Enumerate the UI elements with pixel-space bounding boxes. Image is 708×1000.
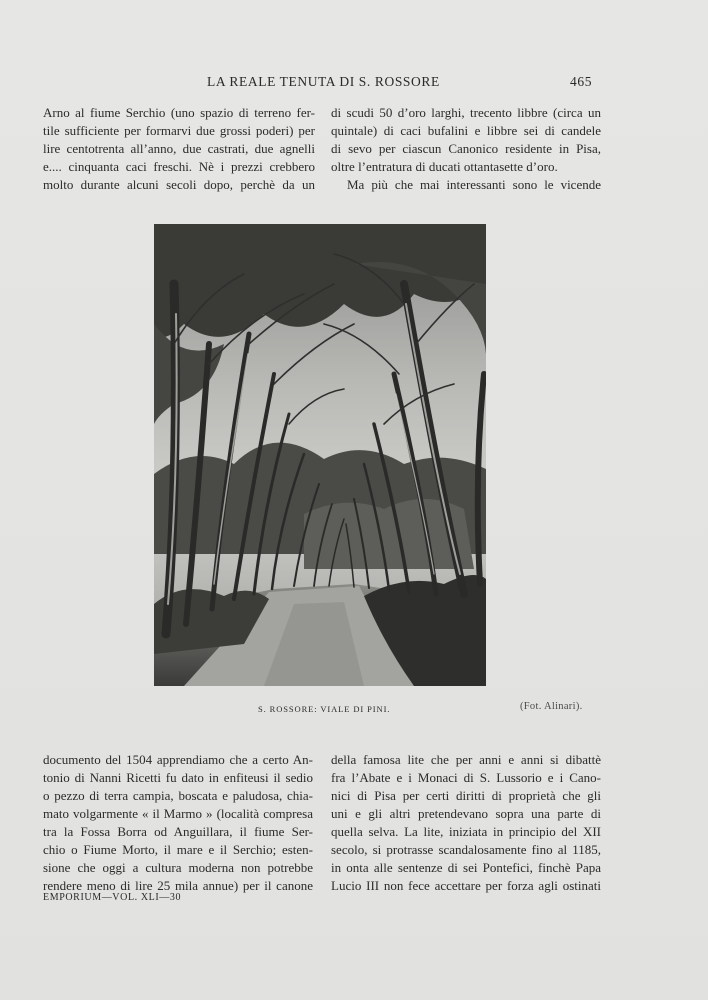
text-line: documento del 1504 apprendiamo che a certo An- (43, 752, 313, 767)
text-line: di scudi 50 d’oro larghi, trecento libbre (circa un (331, 105, 601, 120)
photo-credit: (Fot. Alinari). (520, 701, 583, 712)
text-column-bottom-left (43, 751, 313, 895)
text-line: Arno al fiume Serchio (uno spazio di terreno fer- (43, 105, 315, 120)
text-line: Lucio III non fece accettare per forza agli ostinati (331, 878, 601, 893)
text-line: mato volgarmente « il Marmo » (località compresa (43, 806, 313, 821)
text-line: tra la Fossa Borra od Anguillara, il fiume Ser- (43, 824, 313, 839)
text-line: e.... cinquanta caci freschi. Nè i prezzi crebbero (43, 159, 315, 174)
text-line: tonio di Nanni Ricetti fu dato in enfiteusi il sedio (43, 770, 313, 785)
text-line: quella selva. La lite, iniziata in principio del XII (331, 824, 601, 839)
text-line: nici di Pisa per certi diritti di proprietà che gli (331, 788, 601, 803)
text-column-bottom-right (331, 751, 601, 895)
text-line: in onta alle sentenze di sei Pontefici, finchè Papa (331, 860, 601, 875)
text-line: quintale) di caci bufalini e libbre sei di candele (331, 123, 601, 138)
text-column-top-left (43, 104, 315, 194)
running-title: LA REALE TENUTA DI S. ROSSORE (207, 74, 440, 89)
figure-caption: S. ROSSORE: VIALE DI PINI. (258, 704, 391, 714)
text-line: della famosa lite che per anni e anni si dibattè (331, 752, 601, 767)
text-line: secolo, si protrasse scandalosamente fino al 1185, (331, 842, 601, 857)
page-number: 465 (570, 74, 593, 89)
text-line: Ma più che mai interessanti sono le vicende (347, 177, 601, 192)
text-line: molto durante alcuni secoli dopo, perchè da un (43, 177, 315, 192)
text-line: di sevo per ciascun Canonico residente in Pisa, (331, 141, 601, 156)
pine-avenue-illustration (154, 224, 486, 686)
text-line: lire centotrenta all’anno, due castrati, due agnelli (43, 141, 315, 156)
text-line: fra l’Abate e i Monaci di S. Lussorio e i Cano- (331, 770, 601, 785)
text-line: chio o Fiume Morto, il mare e il Serchio; esten- (43, 842, 313, 857)
text-line: uni e gli altri pretendevano sopra una parte di (331, 806, 601, 821)
photo-pine-avenue (154, 224, 486, 686)
signature-mark: EMPORIUM—VOL. XLI—30 (43, 892, 182, 903)
text-line: sione che oggi a cultura moderna non potrebbe (43, 860, 313, 875)
text-line: rendere meno di lire 25 mila annue) per il canone (43, 878, 313, 893)
text-column-top-right (331, 104, 601, 194)
text-line: o pezzo di terra campia, boscata e paludosa, chia- (43, 788, 313, 803)
text-line: tile sufficiente per formarvi due grossi poderi) per (43, 123, 315, 138)
text-line: oltre l’entratura di ducati ottantasette d’oro. (331, 159, 558, 174)
